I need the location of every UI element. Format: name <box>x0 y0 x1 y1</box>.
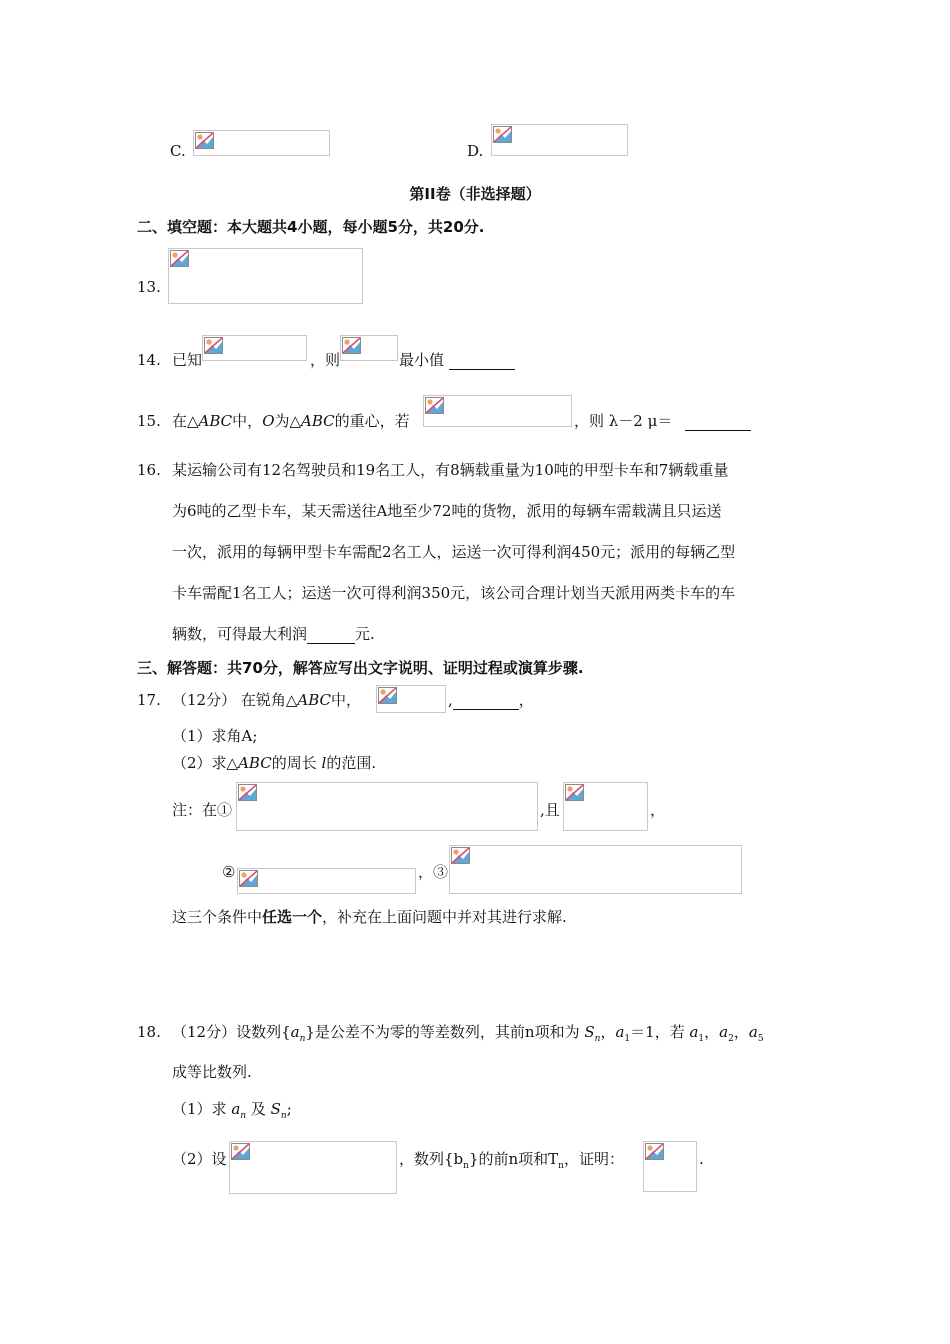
q15-image <box>423 395 572 427</box>
q18-text: （12分）设数列$\{a_n\}$是公差不为零的等差数列，其前n项和为 $S_n$，$a_1=1$，若 $a_1$，$a_2$，$a_5$ <box>172 1023 764 1044</box>
broken-image-icon <box>204 337 223 354</box>
broken-image-icon <box>239 870 258 887</box>
q17-number: 17. <box>137 691 161 709</box>
q17-image <box>376 685 446 713</box>
broken-image-icon <box>425 397 444 414</box>
part2-title: 第II卷（非选择题） <box>409 185 541 203</box>
q17-part2: （2）求△ABC的周长 l的范围. <box>172 754 377 772</box>
section3-heading: 三、解答题：共70分，解答应写出文字说明、证明过程或演算步骤. <box>137 659 584 677</box>
answer-blank <box>307 625 355 644</box>
q18-text: 成等比数列. <box>172 1063 252 1081</box>
broken-image-icon <box>195 132 214 149</box>
broken-image-icon <box>493 126 512 143</box>
q18-text: . <box>699 1150 704 1168</box>
q14-text: 已知 <box>172 351 203 369</box>
option-d-image <box>491 124 628 156</box>
q18-bn-image <box>229 1141 397 1194</box>
q14-text: ，则 <box>310 351 341 369</box>
q16-line: 卡车需配1名工人；运送一次可得利润350元，该公司合理计划当天派用两类卡车的车 <box>172 584 736 602</box>
q18-number: 18. <box>137 1023 161 1041</box>
condition-1-image <box>236 782 538 831</box>
q16-line: 为6吨的乙型卡车，某天需送往A地至少72吨的货物，派用的每辆车需载满且只运送 <box>172 502 722 520</box>
condition-1b-image <box>563 782 648 831</box>
option-c-label: C. <box>170 142 186 160</box>
answer-blank <box>685 412 751 431</box>
q14-text: 最小值 <box>399 351 445 369</box>
broken-image-icon <box>170 250 189 267</box>
condition-2-image <box>237 868 416 894</box>
q17-text: （12分） 在锐角△ABC中， <box>172 691 362 709</box>
broken-image-icon <box>342 337 361 354</box>
option-d-label: D. <box>467 142 484 160</box>
q15-text: 在△ABC中，O为△ABC的重心，若 <box>172 412 410 430</box>
section2-heading: 二、填空题：本大题共4小题，每小题5分，共20分. <box>137 218 485 236</box>
broken-image-icon <box>565 784 584 801</box>
q16-line: 一次，派用的每辆甲型卡车需配2名工人，运送一次可得利润450元；派用的每辆乙型 <box>172 543 736 561</box>
q17-text: ,且 <box>540 801 560 819</box>
q17-note: 注：在① <box>172 801 233 819</box>
q18-proof-image <box>643 1141 697 1192</box>
q18-part1: （1）求 $a_n$ 及 $S_n$; <box>172 1100 292 1121</box>
condition-3-image <box>449 845 742 894</box>
q14-image-2 <box>340 335 398 361</box>
condition-2-label: ② <box>222 863 236 881</box>
q17-text: ， <box>650 801 666 819</box>
q17-instruction: 这三个条件中任选一个，补充在上面问题中并对其进行求解. <box>172 908 567 926</box>
option-c-image <box>193 130 330 156</box>
broken-image-icon <box>231 1143 250 1160</box>
broken-image-icon <box>645 1143 664 1160</box>
q17-part1: （1）求角A; <box>172 727 258 745</box>
answer-blank <box>449 351 515 370</box>
q16-number: 16. <box>137 461 161 479</box>
broken-image-icon <box>451 847 470 864</box>
q18-part2: （2）设 <box>172 1150 227 1168</box>
broken-image-icon <box>378 687 397 704</box>
q18-part2-text: ，数列$\{b_n\}$的前n项和$T_n$，证明： <box>399 1150 624 1171</box>
q16-line: 某运输公司有12名驾驶员和19名工人，有8辆载重量为10吨的甲型卡车和7辆载重量 <box>172 461 729 479</box>
answer-blank <box>453 691 519 710</box>
q14-number: 14. <box>137 351 161 369</box>
q13-number: 13. <box>137 278 161 296</box>
condition-3-label: ，③ <box>418 863 449 881</box>
q16-line: 辆数，可得最大利润 元. <box>172 625 375 643</box>
q15-text: ，则 λ－2 μ＝ <box>574 412 673 430</box>
q14-image-1 <box>202 335 307 361</box>
q13-image <box>168 248 363 304</box>
broken-image-icon <box>238 784 257 801</box>
q15-number: 15. <box>137 412 161 430</box>
